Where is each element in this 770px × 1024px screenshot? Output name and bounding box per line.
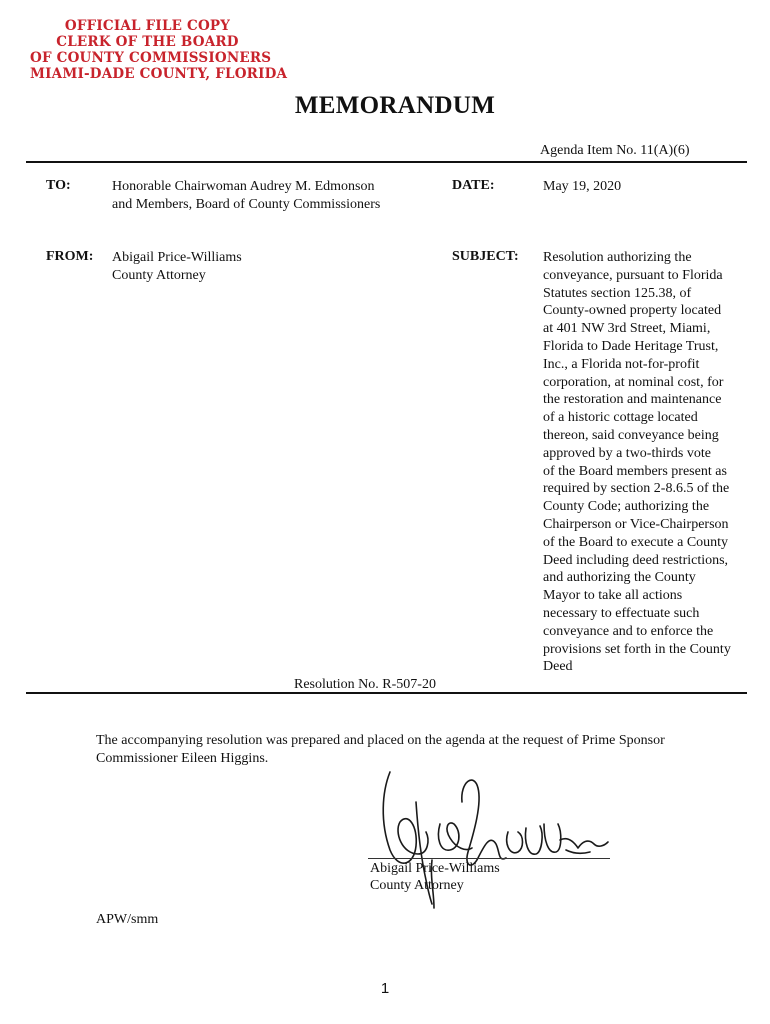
resolution-number: Resolution No. R-507-20: [294, 677, 436, 692]
subject-line: of a historic cottage located: [543, 410, 698, 426]
signer-block: [370, 860, 500, 894]
signer-name: Abigail Price-Williams: [370, 861, 500, 876]
signer-title: County Attorney: [370, 878, 464, 893]
header-rule-bottom: [26, 692, 747, 694]
body-line: The accompanying resolution was prepared and placed on the agenda at the request of Prime Sponsor: [96, 733, 665, 748]
subject-line: at 401 NW 3rd Street, Miami,: [543, 321, 711, 337]
subject-line: Statutes section 125.38, of: [543, 285, 692, 301]
subject-line: Deed: [543, 659, 573, 675]
subject-line: necessary to effectuate such: [543, 605, 700, 621]
from-line: Abigail Price-Williams: [112, 250, 242, 265]
typist-initials: APW/smm: [96, 912, 159, 927]
subject-line: and authorizing the County: [543, 570, 696, 586]
subject-text: [543, 249, 731, 676]
subject-line: thereon, said conveyance being: [543, 427, 719, 443]
official-file-copy-stamp: [30, 18, 288, 82]
header-rule-top: [26, 161, 747, 163]
body-line: Commissioner Eileen Higgins.: [96, 751, 269, 766]
to-line: and Members, Board of County Commissioners: [112, 196, 381, 212]
stamp-line: OFFICIAL FILE COPY: [64, 18, 231, 34]
from-label: FROM:: [46, 249, 94, 264]
subject-line: of the Board to execute a County: [543, 534, 729, 550]
to-label: TO:: [46, 178, 71, 193]
subject-line: of the Board members present as: [543, 463, 727, 479]
to-line: Honorable Chairwoman Audrey M. Edmonson: [112, 179, 375, 194]
subject-line: the restoration and maintenance: [543, 392, 722, 408]
date-label: DATE:: [452, 178, 495, 193]
memo-date: May 19, 2020: [543, 179, 622, 194]
subject-line: County-owned property located: [543, 303, 722, 319]
subject-line: Florida to Dade Heritage Trust,: [543, 338, 719, 354]
subject-label: SUBJECT:: [452, 249, 519, 264]
from-line: County Attorney: [112, 267, 206, 283]
to-recipient: [112, 178, 380, 214]
agenda-item-number: Agenda Item No. 11(A)(6): [540, 143, 690, 158]
subject-line: Inc., a Florida not-for-profit: [543, 356, 700, 372]
subject-line: conveyance and to enforce the: [543, 623, 714, 639]
stamp-line: CLERK OF THE BOARD: [56, 34, 239, 50]
subject-line: Deed including deed restrictions,: [543, 552, 729, 568]
stamp-line: OF COUNTY COMMISSIONERS: [30, 50, 272, 66]
subject-line: Mayor to take all actions: [543, 588, 683, 604]
subject-line: required by section 2-8.6.5 of the: [543, 481, 730, 497]
subject-line: Resolution authorizing the: [543, 250, 692, 265]
subject-line: corporation, at nominal cost, for: [543, 374, 724, 390]
page-number: 1: [380, 980, 390, 997]
from-sender: [112, 249, 242, 285]
subject-line: County Code; authorizing the: [543, 499, 710, 515]
subject-line: Chairperson or Vice-Chairperson: [543, 516, 729, 532]
signature-line: [368, 858, 610, 859]
memo-title: MEMORANDUM: [294, 92, 496, 119]
stamp-line: MIAMI-DADE COUNTY, FLORIDA: [30, 66, 288, 82]
subject-line: provisions set forth in the County: [543, 641, 731, 657]
subject-line: approved by a two-thirds vote: [543, 445, 711, 461]
subject-line: conveyance, pursuant to Florida: [543, 267, 723, 283]
